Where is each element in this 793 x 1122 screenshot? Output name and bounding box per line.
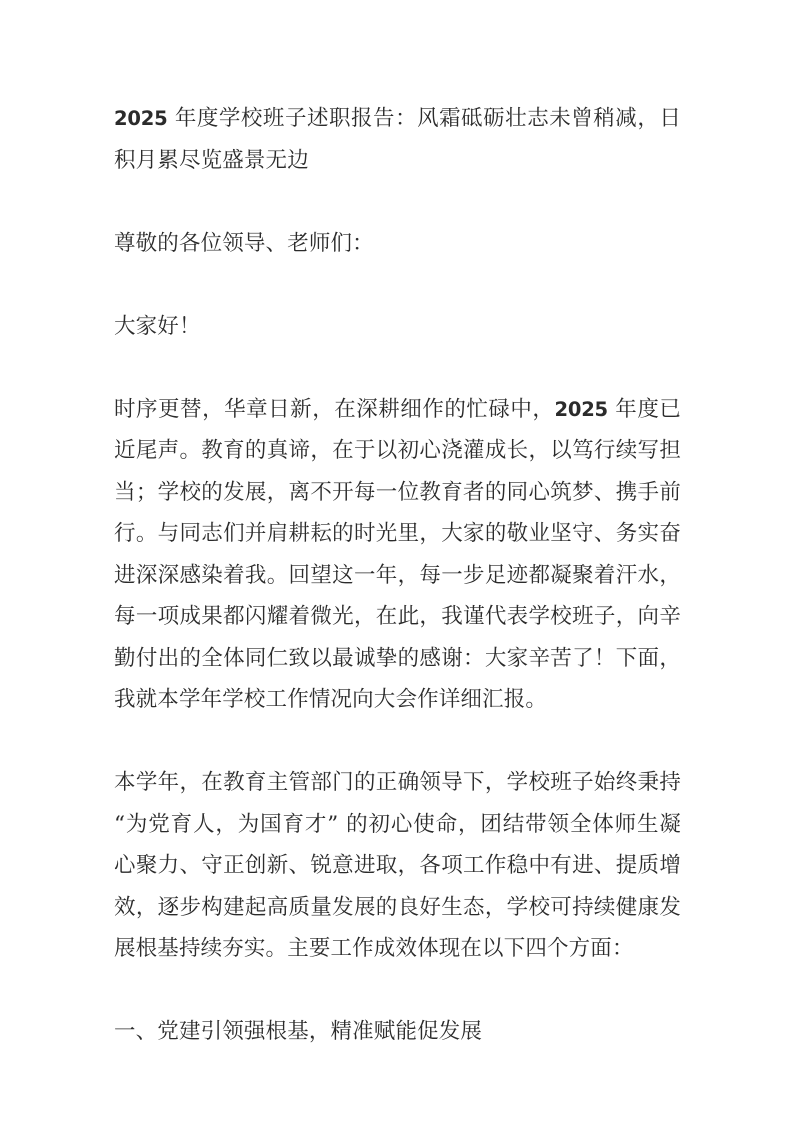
document-title: 2025 年度学校班子述职报告：风霜砥砺壮志未曾稍减，日积月累尽览盛景无边 xyxy=(114,106,681,173)
greeting: 大家好！ xyxy=(114,313,201,339)
spacer xyxy=(114,264,681,306)
paragraph-1: 时序更替，华章日新，在深耕细作的忙碌中，2025 年度已近尾声。教育的真谛，在于以初心浇灌成长，以笃行续写担当；学校的发展，离不开每一位教育者的同心筑梦、携手前行。与同志们并肩耕耘的时光里，大家的敬业坚守、务实奋进深深感染着我。回望这一年，每一步足迹都凝聚着汗水，每一项成果都闪耀着微光，在此，我谨代表学校班子，向辛勤付出的全体同仁致以最诚挚的感谢：大家辛苦了！下面，我就本学年学校工作情况向大会作详细汇报。 xyxy=(114,396,681,712)
spacer xyxy=(114,181,681,223)
spacer xyxy=(114,347,681,389)
paragraph-2: 本学年，在教育主管部门的正确领导下，学校班子始终秉持 “为党育人，为国育才” 的初心使命，团结带领全体师生凝心聚力、守正创新、锐意进取，各项工作稳中有进、提质增效，逐步构建起高质量发展的良好生态，学校可持续健康发展根基持续夯实。主要工作成效体现在以下四个方面： xyxy=(114,770,681,961)
salutation: 尊敬的各位领导、老师们： xyxy=(114,230,374,256)
spacer xyxy=(114,970,681,1012)
spacer xyxy=(114,721,681,763)
section-heading-1: 一、党建引领强根基，精准赋能促发展 xyxy=(114,1019,483,1044)
document-body xyxy=(114,98,681,1053)
